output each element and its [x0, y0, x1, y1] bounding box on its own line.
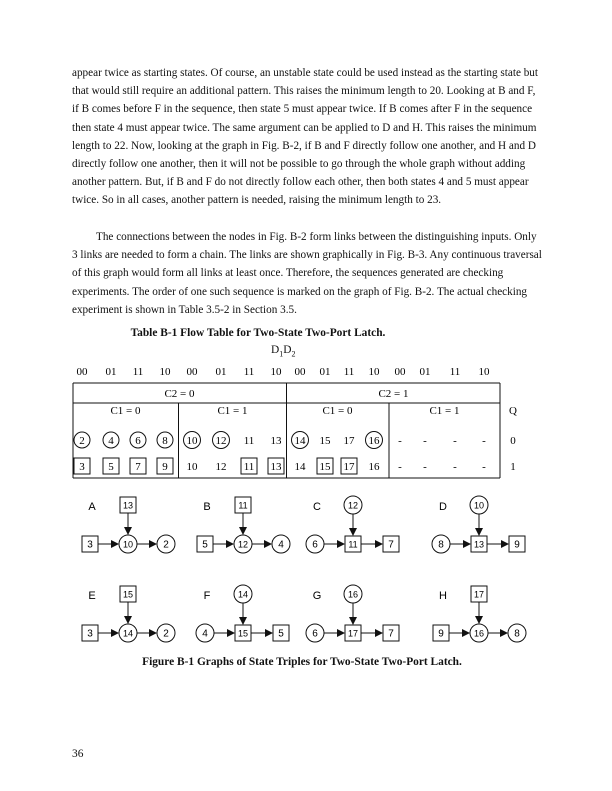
- column-code-label: 11: [243, 366, 255, 378]
- top-node-number: 15: [122, 589, 134, 600]
- cell-value: 10: [186, 435, 198, 447]
- column-code-label: 01: [105, 366, 117, 378]
- cell-value: 13: [270, 435, 282, 447]
- c2-header: C2 = 1: [378, 388, 409, 400]
- right-node-number: 5: [278, 628, 284, 640]
- cell-value: -: [398, 461, 402, 473]
- cell-value: 8: [162, 435, 168, 447]
- left-node-number: 6: [312, 628, 318, 640]
- cell-value: 4: [108, 435, 114, 447]
- cell-value: 12: [215, 435, 227, 447]
- column-code-label: 00: [186, 366, 198, 378]
- left-node-number: 9: [438, 628, 444, 640]
- center-node-number: 13: [473, 539, 485, 550]
- cell-value: 14: [294, 461, 306, 473]
- top-node-number: 10: [473, 500, 485, 511]
- center-node-number: 16: [473, 628, 485, 639]
- top-node-number: 13: [122, 500, 134, 511]
- state-triple-graph: [197, 497, 290, 553]
- d-letter-2: D: [283, 344, 292, 356]
- right-node-number: 7: [388, 539, 394, 551]
- graph-label: G: [312, 590, 322, 602]
- cell-value: 12: [215, 461, 227, 473]
- cell-value: -: [482, 435, 486, 447]
- column-code-label: 10: [270, 366, 282, 378]
- c1-header: C1 = 0: [322, 405, 353, 417]
- column-code-label: 11: [132, 366, 144, 378]
- cell-value: 5: [108, 461, 114, 473]
- column-code-label: 00: [394, 366, 406, 378]
- column-code-label: 11: [449, 366, 461, 378]
- right-node-number: 7: [388, 628, 394, 640]
- cell-value: 3: [79, 461, 85, 473]
- column-code-label: 10: [368, 366, 380, 378]
- cell-value: -: [423, 435, 427, 447]
- cell-value: 2: [79, 435, 85, 447]
- body-paragraph-1: appear twice as starting states. Of course, an unstable state could be used instead as the starting state but that would still require an additional pattern. This raises the minimum length to 20. Looking at B and F, if B comes before F in the sequence, then state 5 must appear twice. If B comes after F in the sequence then state 4 must appear twice. The same argument can be applied to D and H. This raises the minimum length to 22. Now, looking at the graph in Fig. B-2, if B and F directly follow one another, and H and D directly follow one another, then it will not be possible to go through the whole graph without adding another pattern. But, if B and F do not directly follow each other, then both states 4 and 5 must appear twice. So in all cases, another pattern is needed, raising the minimum length to 23.: [72, 67, 539, 207]
- top-node-number: 12: [347, 500, 359, 511]
- d-subscript-2: 2: [291, 349, 296, 359]
- graph-label: D: [439, 501, 447, 513]
- cell-value: 15: [319, 435, 331, 447]
- cell-value: -: [398, 435, 402, 447]
- left-node-number: 8: [438, 539, 444, 551]
- d-subscript-1: 1: [279, 349, 284, 359]
- state-triple-graph: [196, 585, 289, 642]
- left-node-number: 4: [202, 628, 208, 640]
- center-node-number: 14: [122, 628, 134, 639]
- column-code-label: 00: [76, 366, 88, 378]
- column-code-label: 10: [478, 366, 490, 378]
- cell-value: 9: [162, 461, 168, 473]
- cell-value: 10: [186, 461, 198, 473]
- state-triple-graph: [433, 586, 526, 642]
- center-node-number: 12: [237, 539, 249, 550]
- state-triple-graph: [82, 497, 175, 553]
- center-node-number: 11: [348, 539, 358, 550]
- top-node-number: 11: [238, 500, 248, 511]
- cell-value: 11: [243, 461, 255, 473]
- cell-value: 15: [319, 461, 331, 473]
- state-triple-graph: [306, 496, 399, 553]
- column-code-label: 00: [294, 366, 306, 378]
- graph-label: A: [88, 501, 96, 513]
- q-value: 0: [510, 435, 516, 447]
- state-triple-graph: [306, 585, 399, 642]
- center-node-number: 10: [122, 539, 134, 550]
- cell-value: -: [423, 461, 427, 473]
- graph-label: E: [88, 590, 96, 602]
- cell-value: -: [482, 461, 486, 473]
- column-code-label: 01: [319, 366, 331, 378]
- top-node-number: 14: [237, 589, 249, 600]
- c2-header: C2 = 0: [164, 388, 195, 400]
- cell-value: 13: [270, 461, 282, 473]
- graph-label: B: [203, 501, 211, 513]
- left-node-number: 6: [312, 539, 318, 551]
- q-value: 1: [510, 461, 516, 473]
- column-code-label: 01: [419, 366, 431, 378]
- left-node-number: 3: [87, 539, 93, 551]
- d-letter: D: [271, 344, 280, 356]
- cell-value: 14: [294, 435, 306, 447]
- top-node-number: 17: [473, 589, 485, 600]
- graph-label: H: [439, 590, 447, 602]
- cell-value: 11: [243, 435, 255, 447]
- center-node-number: 17: [347, 628, 359, 639]
- state-triple-graph: [82, 586, 175, 642]
- cell-value: 16: [368, 461, 380, 473]
- left-node-number: 5: [202, 539, 208, 551]
- cell-value: 7: [135, 461, 141, 473]
- cell-value: 16: [368, 435, 380, 447]
- table-caption: Table B-1 Flow Table for Two-State Two-Port Latch.: [130, 327, 386, 339]
- page-number: 36: [72, 748, 84, 760]
- cell-value: 6: [135, 435, 141, 447]
- left-node-number: 3: [87, 628, 93, 640]
- graph-label: C: [313, 501, 321, 513]
- c1-header: C1 = 0: [110, 405, 141, 417]
- right-node-number: 9: [514, 539, 520, 551]
- column-code-label: 11: [343, 366, 355, 378]
- center-node-number: 15: [237, 628, 249, 639]
- cell-value: -: [453, 435, 457, 447]
- c1-header: C1 = 1: [217, 405, 248, 417]
- top-node-number: 16: [347, 589, 359, 600]
- c1-header: C1 = 1: [429, 405, 460, 417]
- body-paragraph-2: The connections between the nodes in Fig. B-2 form links between the distinguishing inputs. Only 3 links are needed to form a chain. The links are shown graphically in Fig. B-3. Any continuous traversal of this graph would form all links at least once. Therefore, the sequences generated are checking experiments. The order of one such sequence is marked on the graph of Fig. B-2. The actual checking experiment is shown in Table 3.5-2 in Section 3.5.: [72, 231, 542, 316]
- column-code-label: 10: [159, 366, 171, 378]
- right-node-number: 2: [163, 628, 169, 640]
- right-node-number: 8: [514, 628, 520, 640]
- cell-value: -: [453, 461, 457, 473]
- right-node-number: 2: [163, 539, 169, 551]
- cell-value: 17: [343, 461, 355, 473]
- right-node-number: 4: [278, 539, 284, 551]
- state-triple-graph: [432, 496, 525, 553]
- cell-value: 17: [343, 435, 355, 447]
- graph-label: F: [203, 590, 211, 602]
- figure-caption: Figure B-1 Graphs of State Triples for Two-State Two-Port Latch.: [142, 656, 462, 668]
- column-code-label: 01: [215, 366, 227, 378]
- q-header: Q: [509, 405, 517, 417]
